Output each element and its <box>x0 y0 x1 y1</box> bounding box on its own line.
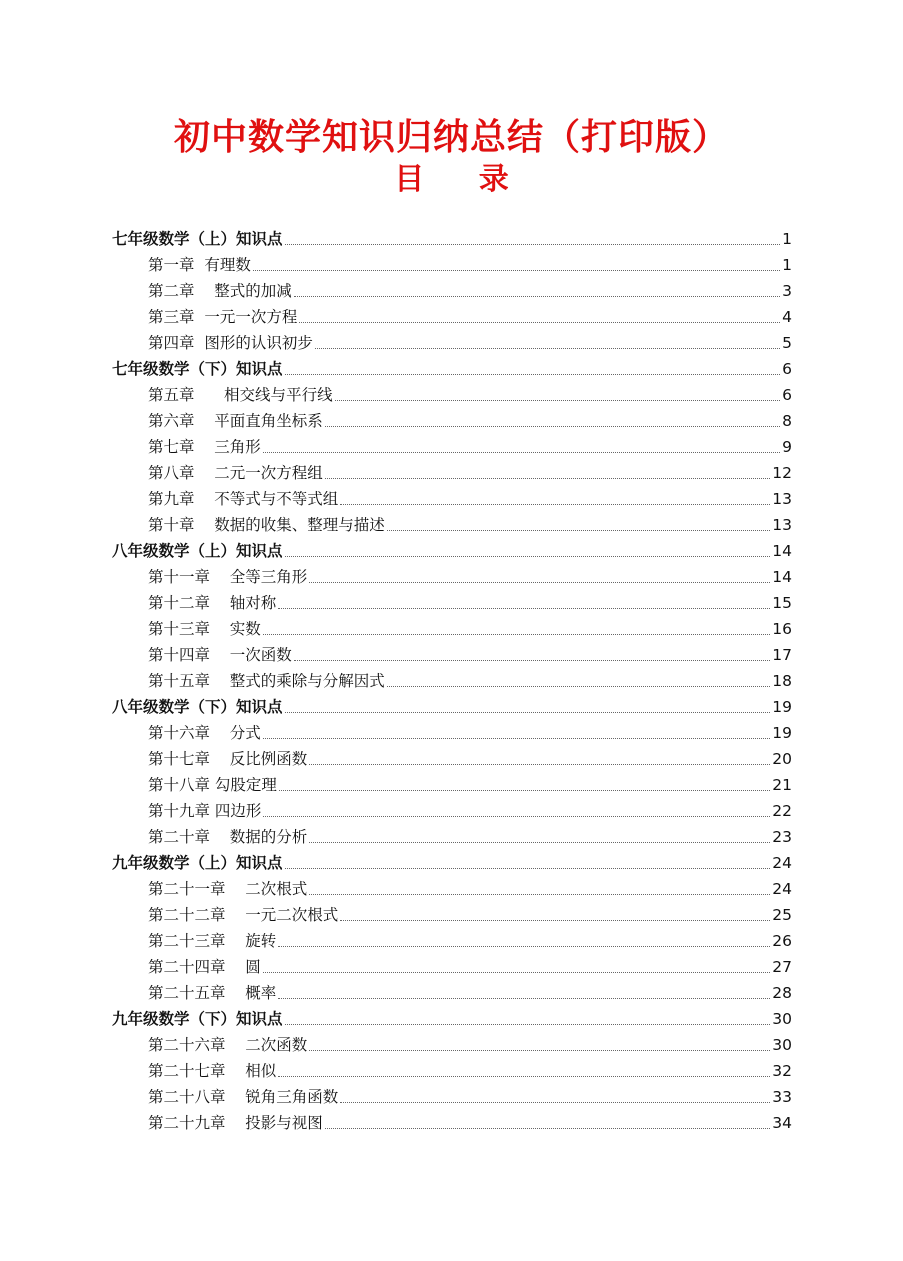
toc-chapter-label: 第二十五章 概率 <box>148 984 277 1002</box>
toc-chapter-row[interactable] <box>148 799 792 821</box>
toc-chapter-row[interactable] <box>148 877 792 899</box>
toc-page-number: 22 <box>772 802 792 820</box>
toc-chapter-label: 第二十一章 二次根式 <box>148 880 308 898</box>
toc-section-label: 八年级数学（上）知识点 <box>112 542 283 560</box>
dotted-leader <box>387 685 771 687</box>
toc-section-row[interactable] <box>112 851 792 873</box>
toc-chapter-label: 第四章 图形的认识初步 <box>148 334 313 352</box>
toc-page-number: 34 <box>772 1114 792 1132</box>
toc-page-number: 20 <box>772 750 792 768</box>
dotted-leader <box>263 815 770 817</box>
toc-chapter-row[interactable] <box>148 487 792 509</box>
dotted-leader <box>309 763 770 765</box>
toc-page-number: 1 <box>782 230 792 248</box>
toc-page-number: 4 <box>782 308 792 326</box>
toc-chapter-label: 第二十六章 二次函数 <box>148 1036 308 1054</box>
toc-chapter-label: 第九章 不等式与不等式组 <box>148 490 339 508</box>
toc-chapter-label: 第十一章 全等三角形 <box>148 568 308 586</box>
toc-page-number: 30 <box>772 1036 792 1054</box>
toc-page-number: 14 <box>772 568 792 586</box>
toc-page-number: 24 <box>772 880 792 898</box>
toc-section-label: 七年级数学（下）知识点 <box>112 360 283 378</box>
toc-page-number: 24 <box>772 854 792 872</box>
toc-chapter-row[interactable] <box>148 669 792 691</box>
dotted-leader <box>340 503 770 505</box>
toc-page-number: 8 <box>782 412 792 430</box>
dotted-leader <box>325 1127 771 1129</box>
dotted-leader <box>309 841 770 843</box>
toc-chapter-row[interactable] <box>148 305 792 327</box>
toc-section-label: 九年级数学（下）知识点 <box>112 1010 283 1028</box>
toc-chapter-row[interactable] <box>148 513 792 535</box>
toc-chapter-label: 第十九章 四边形 <box>148 802 262 820</box>
toc-page-number: 3 <box>782 282 792 300</box>
toc-chapter-row[interactable] <box>148 331 792 353</box>
toc-chapter-row[interactable] <box>148 617 792 639</box>
toc-chapter-label: 第二十三章 旋转 <box>148 932 277 950</box>
toc-page-number: 6 <box>782 360 792 378</box>
toc-section-row[interactable] <box>112 1007 792 1029</box>
toc-chapter-label: 第二十二章 一元二次根式 <box>148 906 339 924</box>
toc-chapter-row[interactable] <box>148 721 792 743</box>
dotted-leader <box>309 581 770 583</box>
toc-chapter-label: 第三章 一元一次方程 <box>148 308 298 326</box>
toc-chapter-row[interactable] <box>148 591 792 613</box>
dotted-leader <box>263 971 771 973</box>
toc-chapter-row[interactable] <box>148 747 792 769</box>
toc-chapter-label: 第十三章 实数 <box>148 620 261 638</box>
toc-page-number: 1 <box>782 256 792 274</box>
toc-chapter-row[interactable] <box>148 461 792 483</box>
dotted-leader <box>285 711 771 713</box>
toc-chapter-label: 第七章 三角形 <box>148 438 261 456</box>
toc-page-number: 6 <box>782 386 792 404</box>
toc-page-number: 32 <box>772 1062 792 1080</box>
dotted-leader <box>253 269 780 271</box>
dotted-leader <box>285 243 781 245</box>
dotted-leader <box>279 789 770 791</box>
toc-chapter-row[interactable] <box>148 1033 792 1055</box>
dotted-leader <box>278 1075 770 1077</box>
dotted-leader <box>263 737 771 739</box>
toc-page-number: 14 <box>772 542 792 560</box>
toc-chapter-label: 第一章 有理数 <box>148 256 251 274</box>
dotted-leader <box>340 1101 770 1103</box>
toc-page-number: 9 <box>782 438 792 456</box>
toc-chapter-row[interactable] <box>148 279 792 301</box>
toc-chapter-label: 第五章 相交线与平行线 <box>148 386 333 404</box>
dotted-leader <box>294 659 771 661</box>
toc-chapter-row[interactable] <box>148 1111 792 1133</box>
toc-chapter-label: 第二章 整式的加减 <box>148 282 292 300</box>
dotted-leader <box>325 477 771 479</box>
toc-chapter-row[interactable] <box>148 929 792 951</box>
toc-page-number: 18 <box>772 672 792 690</box>
dotted-leader <box>309 893 770 895</box>
dotted-leader <box>325 425 780 427</box>
dotted-leader <box>309 1049 770 1051</box>
toc-chapter-row[interactable] <box>148 643 792 665</box>
toc-chapter-label: 第八章 二元一次方程组 <box>148 464 323 482</box>
toc-chapter-row[interactable] <box>148 903 792 925</box>
toc-section-row[interactable] <box>112 357 792 379</box>
toc-page-number: 13 <box>772 490 792 508</box>
toc-page-number: 25 <box>772 906 792 924</box>
toc-chapter-row[interactable] <box>148 565 792 587</box>
toc-chapter-row[interactable] <box>148 435 792 457</box>
toc-section-label: 八年级数学（下）知识点 <box>112 698 283 716</box>
toc-chapter-label: 第二十章 数据的分析 <box>148 828 308 846</box>
dotted-leader <box>387 529 771 531</box>
toc-chapter-row[interactable] <box>148 383 792 405</box>
dotted-leader <box>335 399 781 401</box>
toc-page-number: 33 <box>772 1088 792 1106</box>
toc-heading: 目 录 <box>394 162 509 197</box>
dotted-leader <box>285 867 771 869</box>
toc-page-number: 19 <box>772 724 792 742</box>
toc-page-number: 13 <box>772 516 792 534</box>
dotted-leader <box>278 945 770 947</box>
dotted-leader <box>263 451 780 453</box>
dotted-leader <box>299 321 780 323</box>
dotted-leader <box>278 607 770 609</box>
toc-chapter-label: 第六章 平面直角坐标系 <box>148 412 323 430</box>
dotted-leader <box>263 633 771 635</box>
dotted-leader <box>285 1023 771 1025</box>
toc-chapter-row[interactable] <box>148 825 792 847</box>
toc-chapter-row[interactable] <box>148 955 792 977</box>
dotted-leader <box>285 555 771 557</box>
toc-chapter-label: 第二十七章 相似 <box>148 1062 277 1080</box>
toc-page-number: 15 <box>772 594 792 612</box>
toc-chapter-label: 第十五章 整式的乘除与分解因式 <box>148 672 385 690</box>
toc-chapter-label: 第十六章 分式 <box>148 724 261 742</box>
toc-page-number: 5 <box>782 334 792 352</box>
toc-chapter-row[interactable] <box>148 773 792 795</box>
toc-chapter-label: 第二十八章 锐角三角函数 <box>148 1088 339 1106</box>
toc-page-number: 28 <box>772 984 792 1002</box>
toc-section-row[interactable] <box>112 539 792 561</box>
toc-section-label: 九年级数学（上）知识点 <box>112 854 283 872</box>
dotted-leader <box>340 919 770 921</box>
toc-page-number: 12 <box>772 464 792 482</box>
toc-page-number: 26 <box>772 932 792 950</box>
toc-page-number: 23 <box>772 828 792 846</box>
dotted-leader <box>294 295 780 297</box>
toc-chapter-label: 第二十九章 投影与视图 <box>148 1114 323 1132</box>
toc-chapter-row[interactable] <box>148 409 792 431</box>
toc-chapter-label: 第十四章 一次函数 <box>148 646 292 664</box>
toc-chapter-row[interactable] <box>148 1059 792 1081</box>
toc-page-number: 21 <box>772 776 792 794</box>
toc-chapter-label: 第十七章 反比例函数 <box>148 750 308 768</box>
dotted-leader <box>278 997 770 999</box>
toc-chapter-row[interactable] <box>148 981 792 1003</box>
toc-page-number: 17 <box>772 646 792 664</box>
toc-page-number: 30 <box>772 1010 792 1028</box>
toc-page-number: 16 <box>772 620 792 638</box>
toc-chapter-label: 第二十四章 圆 <box>148 958 261 976</box>
dotted-leader <box>285 373 781 375</box>
document-title: 初中数学知识归纳总结（打印版） <box>173 117 729 158</box>
toc-chapter-row[interactable] <box>148 1085 792 1107</box>
toc-chapter-label: 第十章 数据的收集、整理与描述 <box>148 516 385 534</box>
toc-chapter-label: 第十二章 轴对称 <box>148 594 277 612</box>
dotted-leader <box>315 347 780 349</box>
toc-page-number: 27 <box>772 958 792 976</box>
toc-chapter-row[interactable] <box>148 253 792 275</box>
toc-section-row[interactable] <box>112 227 792 249</box>
toc-page-number: 19 <box>772 698 792 716</box>
toc-chapter-label: 第十八章 勾股定理 <box>148 776 277 794</box>
toc-section-label: 七年级数学（上）知识点 <box>112 230 283 248</box>
toc-section-row[interactable] <box>112 695 792 717</box>
